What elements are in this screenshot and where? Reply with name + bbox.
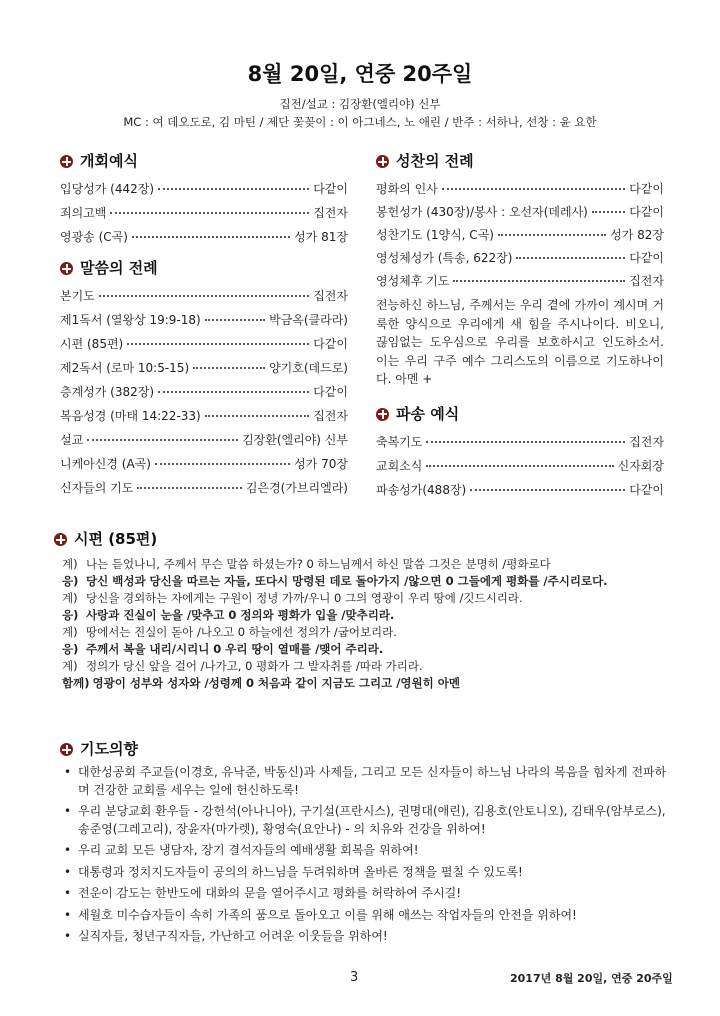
opening-heading: 개회예식: [60, 150, 348, 171]
psalm-verse: 당신 백성과 당신을 따르는 자들, 또다시 망령된 데로 돌아가지 /않으면 0 그들에게 평화를 /주시리로다.: [86, 574, 608, 588]
psalm-role: 계): [62, 625, 78, 639]
order-row: [376, 273, 664, 289]
order-row: [60, 312, 348, 328]
footer-date: 2017년 8월 20일, 연중 20주일: [510, 972, 673, 985]
order-row: [60, 336, 348, 352]
psalm-role: 계): [62, 659, 78, 673]
leader-dots: [99, 295, 309, 297]
order-label: 제2독서 (로마 10:5-15): [60, 361, 190, 375]
psalm-line: [62, 556, 662, 573]
intention-item: • 우리 교회 모든 냉담자, 장기 결석자들의 예배생활 회복을 위하여!: [56, 842, 668, 860]
page-number: 3: [350, 970, 359, 985]
order-label: 복음성경 (마태 14:22-33): [60, 409, 201, 423]
order-value: 집전자: [629, 434, 664, 449]
order-value: 집전자: [629, 274, 664, 288]
order-row: [376, 181, 664, 197]
leader-dots: [426, 441, 625, 443]
cross-icon: [60, 743, 73, 756]
cross-icon: [60, 262, 73, 275]
order-value: 김장환(엘리야) 신부: [242, 433, 348, 447]
order-label: 입당성가 (442장): [60, 182, 155, 196]
order-value: 다같이: [313, 182, 348, 196]
intention-item: • 세월호 미수습자들이 속히 가족의 품으로 돌아오고 이를 위해 애쓰는 작업자들의 안전을 위하여!: [56, 907, 668, 925]
order-row: [60, 205, 348, 221]
leader-dots: [442, 188, 625, 190]
order-row: [60, 408, 348, 424]
order-label: 층계성가 (382장): [60, 385, 155, 399]
psalm-text: [62, 556, 662, 692]
psalm-heading: 시편 (85편): [54, 528, 157, 549]
order-label: 봉헌성가 (430장)/봉사 : 오선자(데레사): [376, 205, 588, 219]
left-column: [60, 150, 348, 504]
order-value: 박금옥(클라라): [269, 313, 348, 327]
order-label: 설교: [60, 433, 84, 447]
order-label: 교회소식: [376, 458, 423, 473]
psalm-line: [62, 607, 662, 624]
order-row: [376, 227, 664, 243]
order-value: 성가 82장: [610, 228, 664, 242]
order-label: 제1독서 (열왕상 19:9-18): [60, 313, 201, 327]
leader-dots: [110, 212, 309, 214]
psalm-line: [62, 573, 662, 590]
order-value: 김은경(가브리엘라): [245, 481, 348, 495]
psalm-line: [62, 641, 662, 658]
order-value: 다같이: [629, 251, 664, 265]
order-value: 양기호(데드로): [269, 361, 348, 375]
psalm-verse: 땅에서는 진실이 돋아 /나오고 0 하늘에선 정의가 /굽어보리라.: [86, 625, 397, 639]
order-value: 집전자: [313, 409, 348, 423]
leader-dots: [498, 234, 606, 236]
leader-dots: [158, 391, 309, 393]
order-value: 신자회장: [617, 458, 664, 473]
intentions-heading: 기도의향: [60, 738, 138, 759]
leader-dots: [193, 367, 265, 369]
order-value: 다같이: [313, 385, 348, 399]
order-value: 다같이: [313, 337, 348, 351]
psalm-role: 응): [62, 608, 79, 622]
order-row: [376, 434, 664, 450]
order-row: [60, 181, 348, 197]
dismissal-order-list: [376, 434, 664, 498]
psalm-line: [62, 624, 662, 641]
order-row: [60, 288, 348, 304]
order-row: [376, 482, 664, 498]
order-row: [376, 204, 664, 220]
psalm-line: [62, 590, 662, 607]
order-value: 집전자: [313, 206, 348, 220]
psalm-verse: 정의가 당신 앞을 걸어 /나가고, 0 평화가 그 발자취를 /따라 가리라.: [86, 659, 423, 673]
leader-dots: [155, 463, 290, 465]
psalm-role: 계): [62, 557, 78, 571]
cross-icon: [54, 533, 67, 546]
order-value: 다같이: [629, 182, 664, 196]
leader-dots: [137, 487, 242, 489]
order-row: [60, 360, 348, 376]
psalm-verse: 당신을 경외하는 자에게는 구원이 정녕 가까/우니 0 그의 영광이 우리 땅에 /깃드시리라.: [86, 591, 523, 605]
opening-order-list: [60, 181, 348, 245]
leader-dots: [592, 211, 625, 213]
order-label: 파송성가(488장): [376, 482, 467, 497]
order-label: 죄의고백: [60, 206, 107, 220]
psalm-line: [62, 658, 662, 675]
psalm-role: 함께): [62, 676, 90, 690]
intention-item: • 전운이 감도는 한반도에 대화의 문을 열어주시고 평화를 허락하여 주시길!: [56, 885, 668, 903]
order-value: 성가 70장: [294, 457, 348, 471]
order-row: [376, 250, 664, 266]
order-label: 시편 (85편): [60, 337, 124, 351]
psalm-role: 계): [62, 591, 78, 605]
cross-icon: [60, 155, 73, 168]
intention-item: • 대통령과 정치지도자들이 공의의 하느님을 두려워하며 올바른 정책을 펼칠 수 있도록!: [56, 864, 668, 882]
leader-dots: [205, 415, 309, 417]
order-label: 니케아신경 (A곡): [60, 457, 151, 471]
order-label: 영광송 (C곡): [60, 230, 128, 244]
leader-dots: [132, 236, 290, 238]
psalm-role: 응): [62, 574, 79, 588]
postcommunion-prayer: 전능하신 하느님, 주께서는 우리 곁에 가까이 계시며 거룩한 양식으로 우리에게 새 힘을 주시나이다. 비오니, 끊임없는 도우심으로 우리를 보호하시고 인도하소서. 이는 우리 구주 예수 그리스도의 이름으로 기도하나이다. 아멘 +: [376, 298, 664, 386]
order-row: [60, 432, 348, 448]
eucharist-order-list: [376, 181, 664, 289]
psalm-verse: 나는 듣었나니, 주께서 무슨 말씀 하셨는가? 0 하느님께서 하신 말씀 그것은 분명히 /평화로다: [86, 557, 551, 571]
psalm-verse: 주께서 복을 내리/시리니 0 우리 땅이 열매를 /맺어 주리라.: [86, 642, 384, 656]
psalm-line: [62, 675, 662, 692]
leader-dots: [470, 489, 625, 491]
cross-icon: [376, 155, 389, 168]
leader-dots: [453, 280, 625, 282]
eucharist-heading: 성찬의 전례: [376, 150, 664, 171]
order-value: 다같이: [629, 205, 664, 219]
order-label: 평화의 인사: [376, 182, 438, 196]
right-column: [376, 150, 664, 506]
leader-dots: [87, 439, 238, 441]
order-label: 영성체후 기도: [376, 274, 450, 288]
order-label: 영성체성가 (특송, 622장): [376, 251, 513, 265]
intention-item: • 대한성공회 주교들(이경호, 유낙준, 박동신)과 사제들, 그리고 모든 신자들이 하느님 나라의 복음을 힘차게 전파하며 건강한 교회를 세우는 일에 헌신하도록!: [56, 764, 668, 799]
order-row: [376, 458, 664, 474]
psalm-verse: 영광이 성부와 성자와 /성령께 0 처음과 같이 지금도 그리고 /영원히 아멘: [92, 676, 460, 690]
leader-dots: [127, 343, 309, 345]
word-heading: 말씀의 전례: [60, 257, 348, 278]
leader-dots: [205, 319, 265, 321]
order-row: [60, 480, 348, 496]
intention-item: • 우리 분당교회 환우들 - 강헌석(아나니아), 구기설(프란시스), 권명대(애린), 김용호(안토니오), 김태우(암부로스), 송준영(그레고리), 장윤자(마가렛), 황영숙(요안나) - 의 치유와 건강을 위하여!: [56, 803, 668, 838]
intentions-list: [56, 764, 668, 950]
order-row: [60, 229, 348, 245]
word-order-list: [60, 288, 348, 496]
celebrant-line: 집전/설교 : 김장환(엘리야) 신부: [279, 97, 441, 111]
psalm-role: 응): [62, 642, 79, 656]
order-row: [60, 456, 348, 472]
order-label: 성찬기도 (1양식, C곡): [376, 228, 494, 242]
leader-dots: [426, 465, 613, 467]
order-label: 축복기도: [376, 434, 423, 449]
leader-dots: [158, 188, 309, 190]
order-label: 본기도: [60, 289, 95, 303]
order-row: [60, 384, 348, 400]
order-value: 집전자: [313, 289, 348, 303]
page-title: 8월 20일, 연중 20주일: [247, 62, 473, 86]
order-label: 신자들의 기도: [60, 481, 134, 495]
cross-icon: [376, 408, 389, 421]
psalm-verse: 사랑과 진실이 눈을 /맞추고 0 정의와 평화가 입을 /맞추리라.: [86, 608, 395, 622]
order-value: 성가 81장: [294, 230, 348, 244]
order-value: 다같이: [629, 482, 664, 497]
dismissal-heading: 파송 예식: [376, 403, 664, 424]
leader-dots: [516, 257, 625, 259]
intention-item: • 실직자들, 청년구직자들, 가난하고 어려운 이웃들을 위하여!: [56, 928, 668, 946]
ministers-line: MC : 여 데오도로, 김 마틴 / 제단 꽃꽂이 : 이 아그네스, 노 애린 / 반주 : 서하나, 선창 : 윤 요한: [123, 115, 597, 129]
